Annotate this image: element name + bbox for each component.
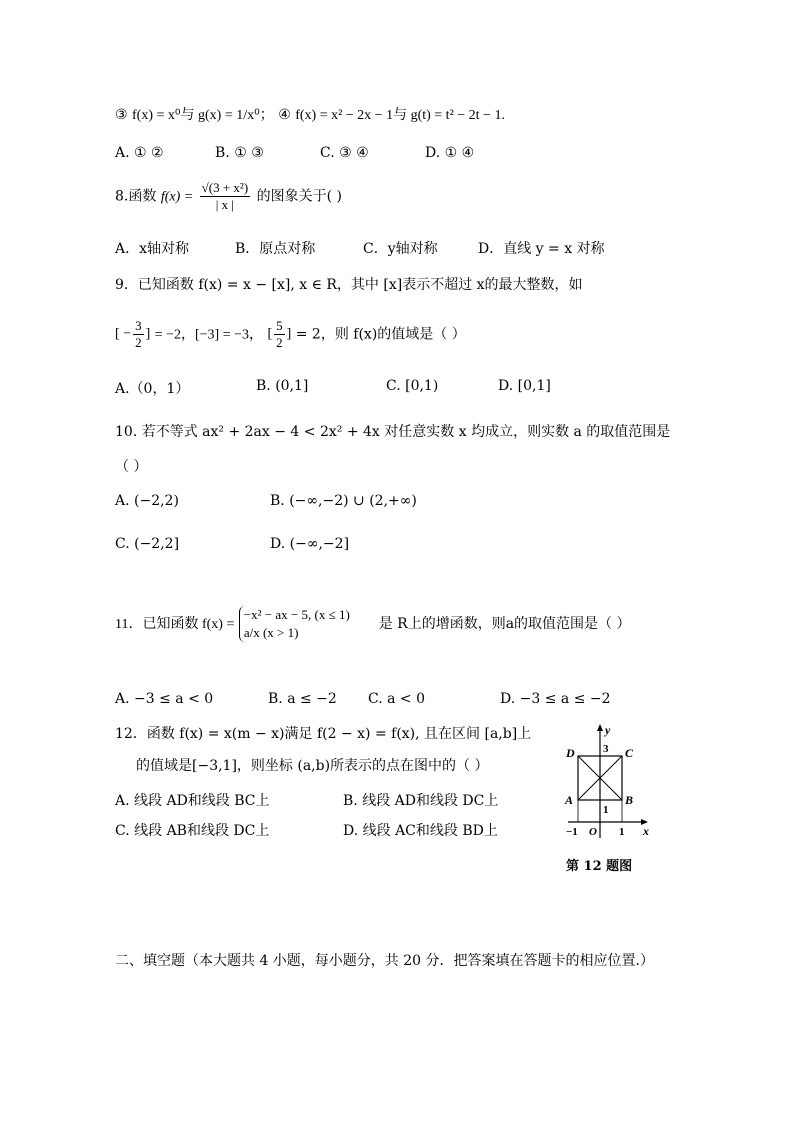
q10-choice-c[interactable]: C. (−2,2] [115,536,180,552]
q12-figure [558,722,658,842]
q11-choice-c[interactable]: C. a < 0 [368,691,425,707]
q7-choice-a[interactable]: A. ① ② [115,145,164,161]
q8-choice-b[interactable]: B．原点对称 [235,241,316,257]
q11-choice-a[interactable]: A. −3 ≤ a < 0 [115,691,214,707]
q11-piece2: a/x (x > 1) [243,625,299,640]
label-1-y: 1 [603,804,609,816]
q7-choice-d[interactable]: D. ① ④ [425,145,475,161]
label-x: x [643,824,649,838]
q7-line [115,104,505,124]
q7-c3-mark: ③ [115,107,128,123]
q9-line2-mid: = −2，[−3] = −3， [154,327,263,343]
label-C: C [625,746,634,760]
q8-line [115,180,342,213]
q11-suffix: 是 R上的增函数，则a的取值范围是（ ） [378,616,631,632]
q12-choice-c[interactable]: C. 线段 AB和线段 DC上 [115,823,270,839]
q8-prefix: 8.函数 [115,188,157,205]
q8-choice-a[interactable]: A．x轴对称 [115,241,190,257]
figure-caption: 第 12 题图 [566,859,633,874]
q10-choice-b[interactable]: B. (−∞,−2) ∪ (2,+∞) [270,493,417,509]
q8-suffix: 的图象关于( ) [256,188,342,205]
q7-c4-text: f(x) = x² − 2x − 1与 g(t) = t² − 2t − 1. [295,108,505,123]
q10-choice-d[interactable]: D. (−∞,−2] [270,536,350,552]
q9-example3: [ $\frac{5}{2}$ ] [267,318,292,350]
q8-choice-c[interactable]: C．y轴对称 [363,241,438,257]
q12-line2: 的值域是[−3,1]，则坐标 (a,b)所表示的点在图中的（ ） [136,758,489,774]
q11-piece1: −x² − ax − 5, (x ≤ 1) [243,607,350,622]
label-3: 3 [603,743,609,755]
q12-choice-d[interactable]: D. 线段 AC和线段 BD上 [343,823,498,839]
label-1-x: 1 [619,826,625,838]
q11-line [115,606,631,642]
q8-choice-d[interactable]: D．直线 y = x 对称 [478,241,605,257]
q7-choice-c[interactable]: C. ③ ④ [320,145,369,161]
q12-choice-b[interactable]: B. 线段 AD和线段 DC上 [343,793,499,809]
q10-choice-a[interactable]: A. (−2,2) [115,493,179,509]
q9-choice-b[interactable]: B. (0,1] [256,378,309,394]
section2-heading: 二、填空题（本大题共 4 小题，每小题分，共 20 分．把答案填在答题卡的相应位置.） [115,953,654,969]
q11-choice-b[interactable]: B. a ≤ −2 [268,691,337,707]
q7-c4-mark: ④ [278,107,291,123]
q8-fraction: $\frac{\text{√(3 + x²)}}{| x |}$ [201,180,249,212]
q9-line2-end: = 2，则 f(x)的值域是（ ） [295,326,466,343]
label-A: A [565,793,574,807]
label-neg1: −1 [566,826,578,838]
q10-line2: （ ） [115,459,148,475]
label-D: D [566,746,575,760]
q9-line2 [115,318,466,351]
q9-line1: 9．已知函数 f(x) = x − [x], x ∈ R，其中 [x]表示不超过 x的最大整数，如 [115,277,583,293]
q12-line1: 12．函数 f(x) = x(m − x)满足 f(2 − x) = f(x), 且在区间 [a,b]上 [115,726,532,742]
label-B: B [625,793,634,807]
label-y: y [605,723,611,737]
q12-choice-a[interactable]: A. 线段 AD和线段 BC上 [115,793,270,809]
q11-piecewise [239,606,350,642]
q11-prefix: 11．已知函数 f(x) = [115,617,235,632]
q9-example1: [ − $\frac{3}{2}$ ] [115,318,151,350]
q9-choice-a[interactable]: A.（0，1） [115,381,190,397]
label-O: O [589,826,597,838]
q11-choice-d[interactable]: D. −3 ≤ a ≤ −2 [500,691,611,707]
q9-choice-d[interactable]: D. [0,1] [498,378,551,394]
q9-choice-c[interactable]: C. [0,1) [386,378,439,394]
q7-c3-text: f(x) = x⁰与 g(x) = 1/x⁰； [132,108,274,123]
q8-f: f(x) = [160,189,194,205]
q10-line1: 10. 若不等式 ax² + 2ax − 4 < 2x² + 4x 对任意实数 x 均成立，则实数 a 的取值范围是 [115,424,671,440]
y-axis-arrow [597,724,603,731]
q7-choice-b[interactable]: B. ① ③ [215,145,264,161]
